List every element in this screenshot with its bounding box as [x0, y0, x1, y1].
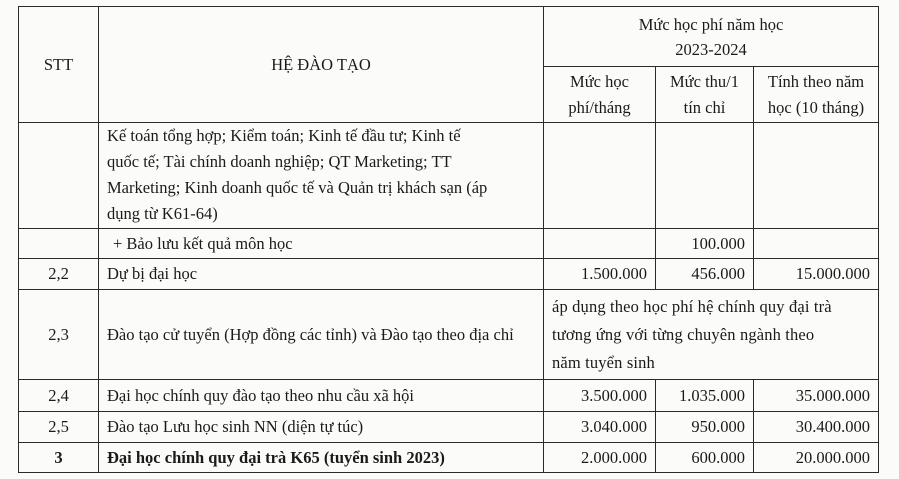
row-program-line: quốc tế; Tài chính doanh nghiệp; QT Marketing; TT [107, 152, 452, 171]
row-stt: 2,3 [19, 290, 99, 380]
row-program-line: Marketing; Kinh doanh quốc tế và Quản trị khách sạn (áp [107, 178, 488, 197]
table-row [19, 443, 879, 473]
header-per-year-line1: Tính theo năm [767, 71, 865, 91]
header-per-credit-line1: Mức thu/1 [670, 71, 739, 91]
row-stt: 2,5 [19, 412, 99, 443]
row-fee-note-line: năm tuyển sinh [552, 352, 655, 372]
row-per-credit: 100.000 [656, 229, 754, 259]
row-per-year: 30.400.000 [754, 412, 879, 443]
table-row [19, 123, 879, 229]
row-program [99, 123, 544, 229]
table-row [19, 259, 879, 290]
row-stt [19, 229, 99, 259]
row-per-year: 35.000.000 [754, 380, 879, 412]
header-program: HỆ ĐÀO TẠO [99, 7, 544, 123]
row-stt: 3 [19, 443, 99, 473]
row-per-year: 20.000.000 [754, 443, 879, 473]
row-per-credit: 1.035.000 [656, 380, 754, 412]
row-per-month [544, 229, 656, 259]
row-per-year: 15.000.000 [754, 259, 879, 290]
row-per-credit: 600.000 [656, 443, 754, 473]
row-program: Đào tạo Lưu học sinh NN (diện tự túc) [99, 412, 544, 443]
row-program: + Bảo lưu kết quả môn học [99, 229, 544, 259]
row-program: Đại học chính quy đào tạo theo nhu cầu xã hội [99, 380, 544, 412]
header-per-month-line1: Mức học [570, 71, 629, 91]
header-per-month [544, 67, 656, 123]
row-per-year [754, 123, 879, 229]
row-stt: 2,4 [19, 380, 99, 412]
row-per-year [754, 229, 879, 259]
header-per-credit [656, 67, 754, 123]
header-per-month-line2: phí/tháng [568, 97, 631, 117]
row-per-month: 3.500.000 [544, 380, 656, 412]
tuition-fee-table [18, 6, 879, 473]
row-per-month [544, 123, 656, 229]
header-fee-group-line1: Mức học phí năm học [638, 14, 784, 34]
row-program: Đào tạo cử tuyển (Hợp đồng các tỉnh) và Đào tạo theo địa chỉ [99, 290, 544, 380]
row-stt [19, 123, 99, 229]
header-per-year [754, 67, 879, 123]
row-per-credit: 950.000 [656, 412, 754, 443]
row-fee-note-line: tương ứng với từng chuyên ngành theo [552, 324, 815, 344]
header-row-1 [19, 7, 879, 67]
row-per-month: 2.000.000 [544, 443, 656, 473]
header-per-credit-line2: tín chỉ [683, 97, 726, 117]
header-fee-group [544, 7, 879, 67]
row-program: Đại học chính quy đại trà K65 (tuyển sinh 2023) [99, 443, 544, 473]
row-per-credit [656, 123, 754, 229]
row-program-line: Kế toán tổng hợp; Kiểm toán; Kinh tế đầu tư; Kinh tế [107, 126, 461, 145]
row-per-month: 1.500.000 [544, 259, 656, 290]
table-row [19, 380, 879, 412]
row-per-month: 3.040.000 [544, 412, 656, 443]
row-per-credit: 456.000 [656, 259, 754, 290]
row-program: Dự bị đại học [99, 259, 544, 290]
row-program-line: dụng từ K61-64) [107, 204, 218, 223]
header-stt: STT [19, 7, 99, 123]
header-per-year-line2: học (10 tháng) [767, 97, 865, 117]
header-fee-group-line2: 2023-2024 [675, 39, 747, 59]
table-row [19, 229, 879, 259]
table-row [19, 290, 879, 380]
row-stt: 2,2 [19, 259, 99, 290]
row-fee-note [544, 290, 879, 380]
table-row [19, 412, 879, 443]
row-fee-note-line: áp dụng theo học phí hệ chính quy đại trà [552, 296, 832, 316]
